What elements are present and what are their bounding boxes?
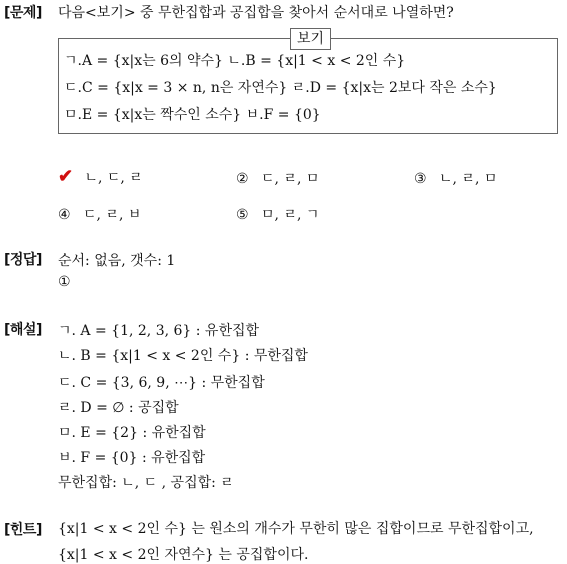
choice-1[interactable] [58,166,143,187]
solution-line-1: ㄱ. A = {1, 2, 3, 6} : 유한집합 [58,323,260,339]
choice-3-marker: ③ [414,171,427,187]
choice-5-text: ㅁ, ㄹ, ㄱ [261,207,320,223]
solution-line-4: ㄹ. D = ∅ : 공집합 [58,400,179,416]
choice-3-text: ㄴ, ㄹ, ㅁ [439,171,498,187]
answer-line-1: 순서: 없음, 갯수: 1 [58,253,176,269]
solution-tag: [해설] [4,322,42,338]
checkmark-icon: ✔ [58,166,74,187]
solution-line-6: ㅂ. F = {0} : 유한집합 [58,450,206,466]
solution-line-7: 무한집합: ㄴ, ㄷ , 공집합: ㄹ [58,475,234,491]
choice-2-marker: ② [236,171,249,187]
choice-2-text: ㄷ, ㄹ, ㅁ [261,171,320,187]
choice-2[interactable] [236,168,319,188]
solution-line-2: ㄴ. B = {x|1 < x < 2인 수} : 무한집합 [58,348,308,364]
choice-3[interactable] [414,168,497,188]
answer-line-2: ① [58,274,71,290]
choice-4-text: ㄷ, ㄹ, ㅂ [83,207,142,223]
choice-5[interactable] [236,204,319,224]
example-line-1: ㄱ.A = {x|x는 6의 약수} ㄴ.B = {x|1 < x < 2인 수} [64,53,406,69]
solution-line-3: ㄷ. C = {3, 6, 9, ⋯} : 무한집합 [58,375,265,391]
question-text: 다음<보기> 중 무한집합과 공집합을 찾아서 순서대로 나열하면? [58,5,454,21]
choice-4[interactable] [58,204,141,224]
choice-5-marker: ⑤ [236,207,249,223]
choice-1-text: ㄴ, ㄷ, ㄹ [84,170,143,186]
example-line-2: ㄷ.C = {x|x = 3 × n, n은 자연수} ㄹ.D = {x|x는 2보다 작은 소수} [64,80,497,96]
hint-line-2: {x|1 < x < 2인 자연수} 는 공집합이다. [58,547,309,563]
question-tag: [문제] [4,5,42,21]
hint-tag: [힌트] [4,522,42,538]
solution-line-5: ㅁ. E = {2} : 유한집합 [58,425,206,441]
choice-4-marker: ④ [58,207,71,223]
answer-tag: [정답] [4,252,42,268]
hint-line-1: {x|1 < x < 2인 수} 는 원소의 개수가 무한히 많은 집합이므로 무한집합이고, [58,521,534,537]
example-box-title: 보기 [290,28,331,50]
example-line-3: ㅁ.E = {x|x는 짝수인 소수} ㅂ.F = {0} [64,107,321,123]
